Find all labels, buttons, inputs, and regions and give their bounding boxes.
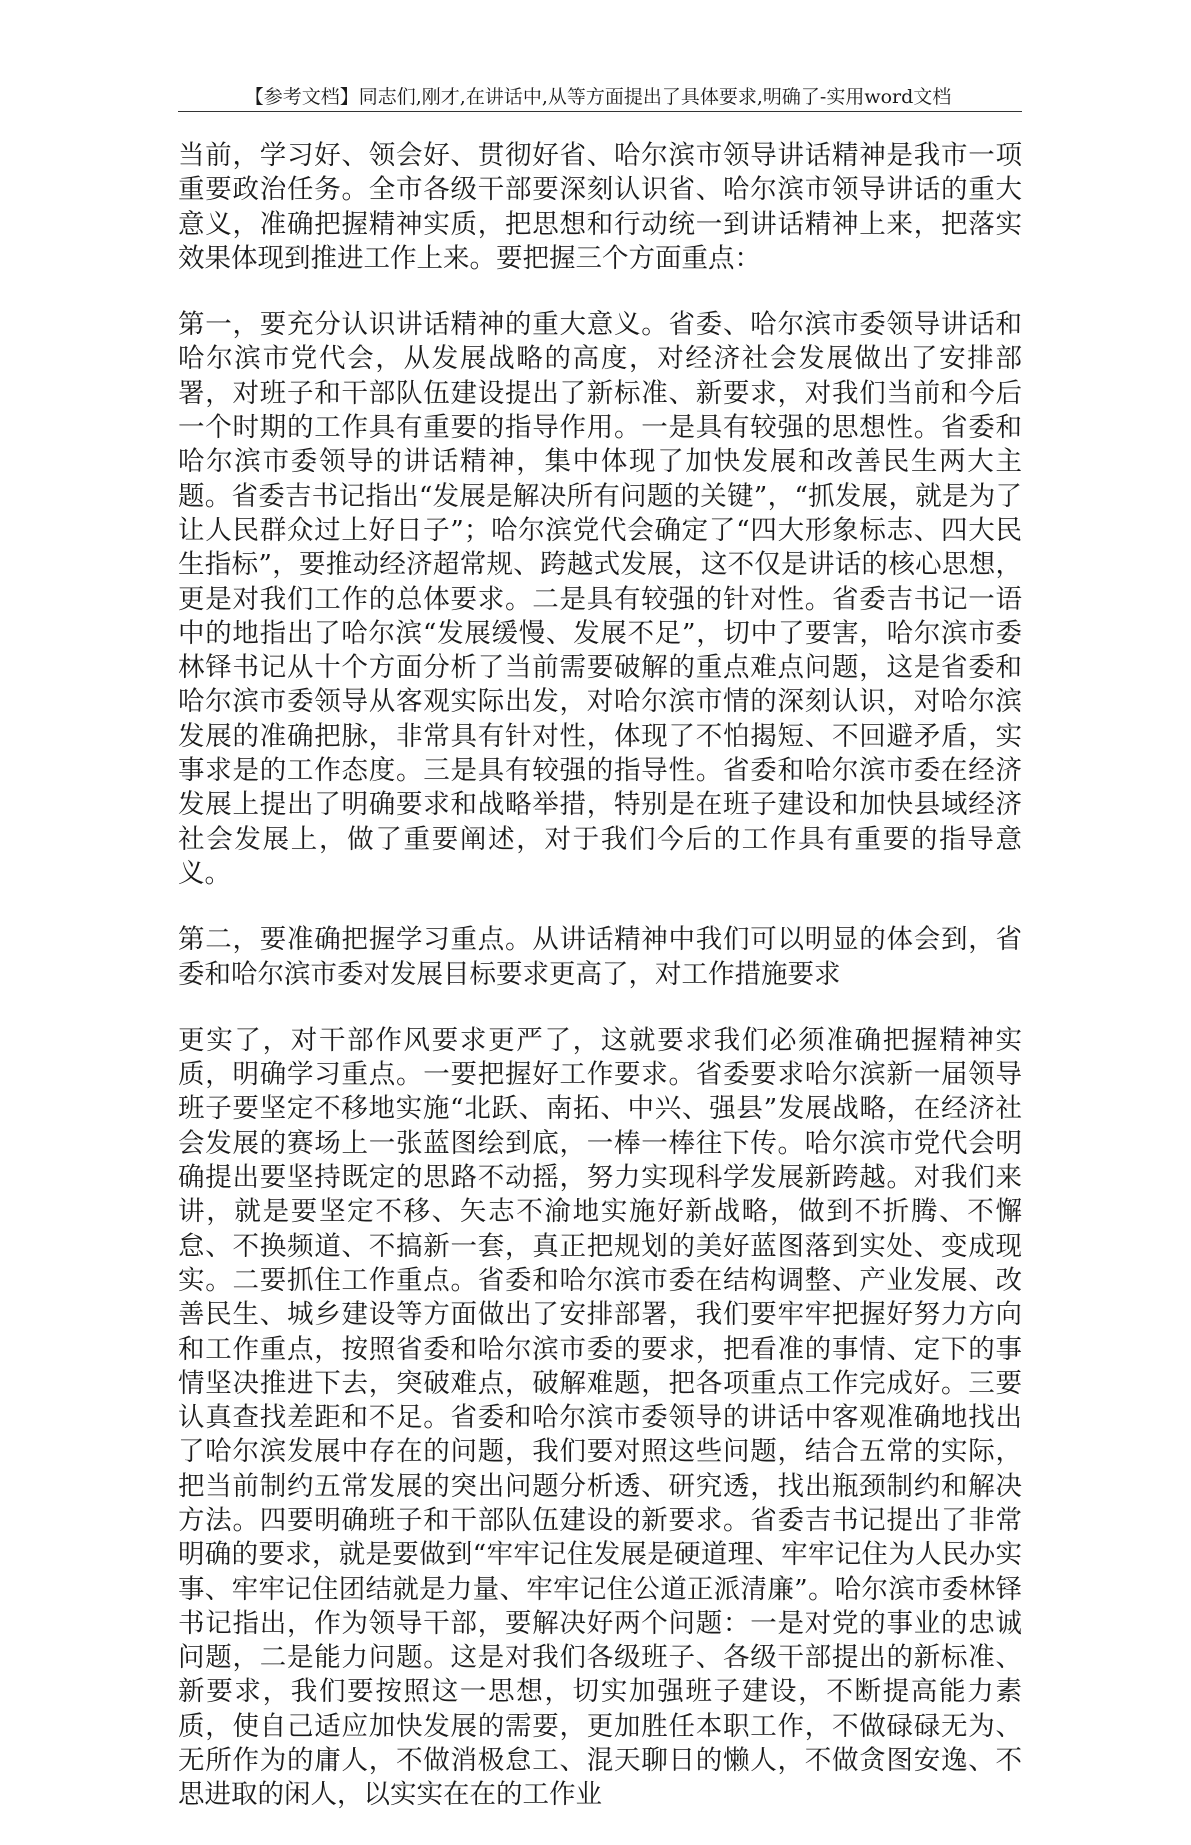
paragraph-second-point: 第二，要准确把握学习重点。从讲话精神中我们可以明显的体会到，省委和哈尔滨市委对发展目标要求更高了，对工作措施要求 [178, 924, 1022, 990]
header-divider [178, 111, 1022, 112]
paragraph-intro: 当前，学习好、领会好、贯彻好省、哈尔滨市领导讲话精神是我市一项重要政治任务。全市各级干部要深刻认识省、哈尔滨市领导讲话的重大意义，准确把握精神实质，把思想和行动统一到讲话精神上来，把落实效果体现到推进工作上来。要把握三个方面重点： [178, 140, 1022, 274]
paragraph-second-point-continued: 更实了，对干部作风要求更严了，这就要求我们必须准确把握精神实质，明确学习重点。一要把握好工作要求。省委要求哈尔滨新一届领导班子要坚定不移地实施“北跃、南拓、中兴、强县”发展战略，在经济社会发展的赛场上一张蓝图绘到底，一棒一棒往下传。哈尔滨市党代会明确提出要坚持既定的思路不动摇，努力实现科学发展新跨越。对我们来讲，就是要坚定不移、矢志不渝地实施好新战略，做到不折腾、不懈怠、不换频道、不搞新一套，真正把规划的美好蓝图落到实处、变成现实。二要抓住工作重点。省委和哈尔滨市委在结构调整、产业发展、改善民生、城乡建设等方面做出了安排部署，我们要牢牢把握好努力方向和工作重点，按照省委和哈尔滨市委的要求，把看准的事情、定下的事情坚决推进下去，突破难点，破解难题，把各项重点工作完成好。三要认真查找差距和不足。省委和哈尔滨市委领导的讲话中客观准确地找出了哈尔滨发展中存在的问题，我们要对照这些问题，结合五常的实际，把当前制约五常发展的突出问题分析透、研究透，找出瓶颈制约和解决方法。四要明确班子和干部队伍建设的新要求。省委吉书记提出了非常明确的要求，就是要做到“牢牢记住发展是硬道理、牢牢记住为人民办实事、牢牢记住团结就是力量、牢牢记住公道正派清廉”。哈尔滨市委林铎书记指出，作为领导干部，要解决好两个问题：一是对党的事业的忠诚问题，二是能力问题。这是对我们各级班子、各级干部提出的新标准、新要求，我们要按照这一思想，切实加强班子建设，不断提高能力素质，使自己适应加快发展的需要，更加胜任本职工作，不做碌碌无为、无所作为的庸人，不做消极怠工、混天聊日的懒人，不做贪图安逸、不思进取的闲人，以实实在在的工作业 [178, 1024, 1022, 1811]
paragraph-first-point: 第一，要充分认识讲话精神的重大意义。省委、哈尔滨市委领导讲话和哈尔滨市党代会，从发展战略的高度，对经济社会发展做出了安排部署，对班子和干部队伍建设提出了新标准、新要求，对我们当前和今后一个时期的工作具有重要的指导作用。一是具有较强的思想性。省委和哈尔滨市委领导的讲话精神，集中体现了加快发展和改善民生两大主题。省委吉书记指出“发展是解决所有问题的关键”，“抓发展，就是为了让人民群众过上好日子”；哈尔滨党代会确定了“四大形象标志、四大民生指标”，要推动经济超常规、跨越式发展，这不仅是讲话的核心思想，更是对我们工作的总体要求。二是具有较强的针对性。省委吉书记一语中的地指出了哈尔滨“发展缓慢、发展不足”，切中了要害，哈尔滨市委林铎书记从十个方面分析了当前需要破解的重点难点问题，这是省委和哈尔滨市委领导从客观实际出发，对哈尔滨市情的深刻认识，对哈尔滨发展的准确把脉，非常具有针对性，体现了不怕揭短、不回避矛盾，实事求是的工作态度。三是具有较强的指导性。省委和哈尔滨市委在经济发展上提出了明确要求和战略举措，特别是在班子建设和加快县域经济社会发展上，做了重要阐述，对于我们今后的工作具有重要的指导意义。 [178, 309, 1022, 889]
page-header: 【参考文档】同志们,刚才,在讲话中,从等方面提出了具体要求,明确了-实用word文档 [244, 86, 952, 108]
document-body [178, 139, 1022, 1845]
